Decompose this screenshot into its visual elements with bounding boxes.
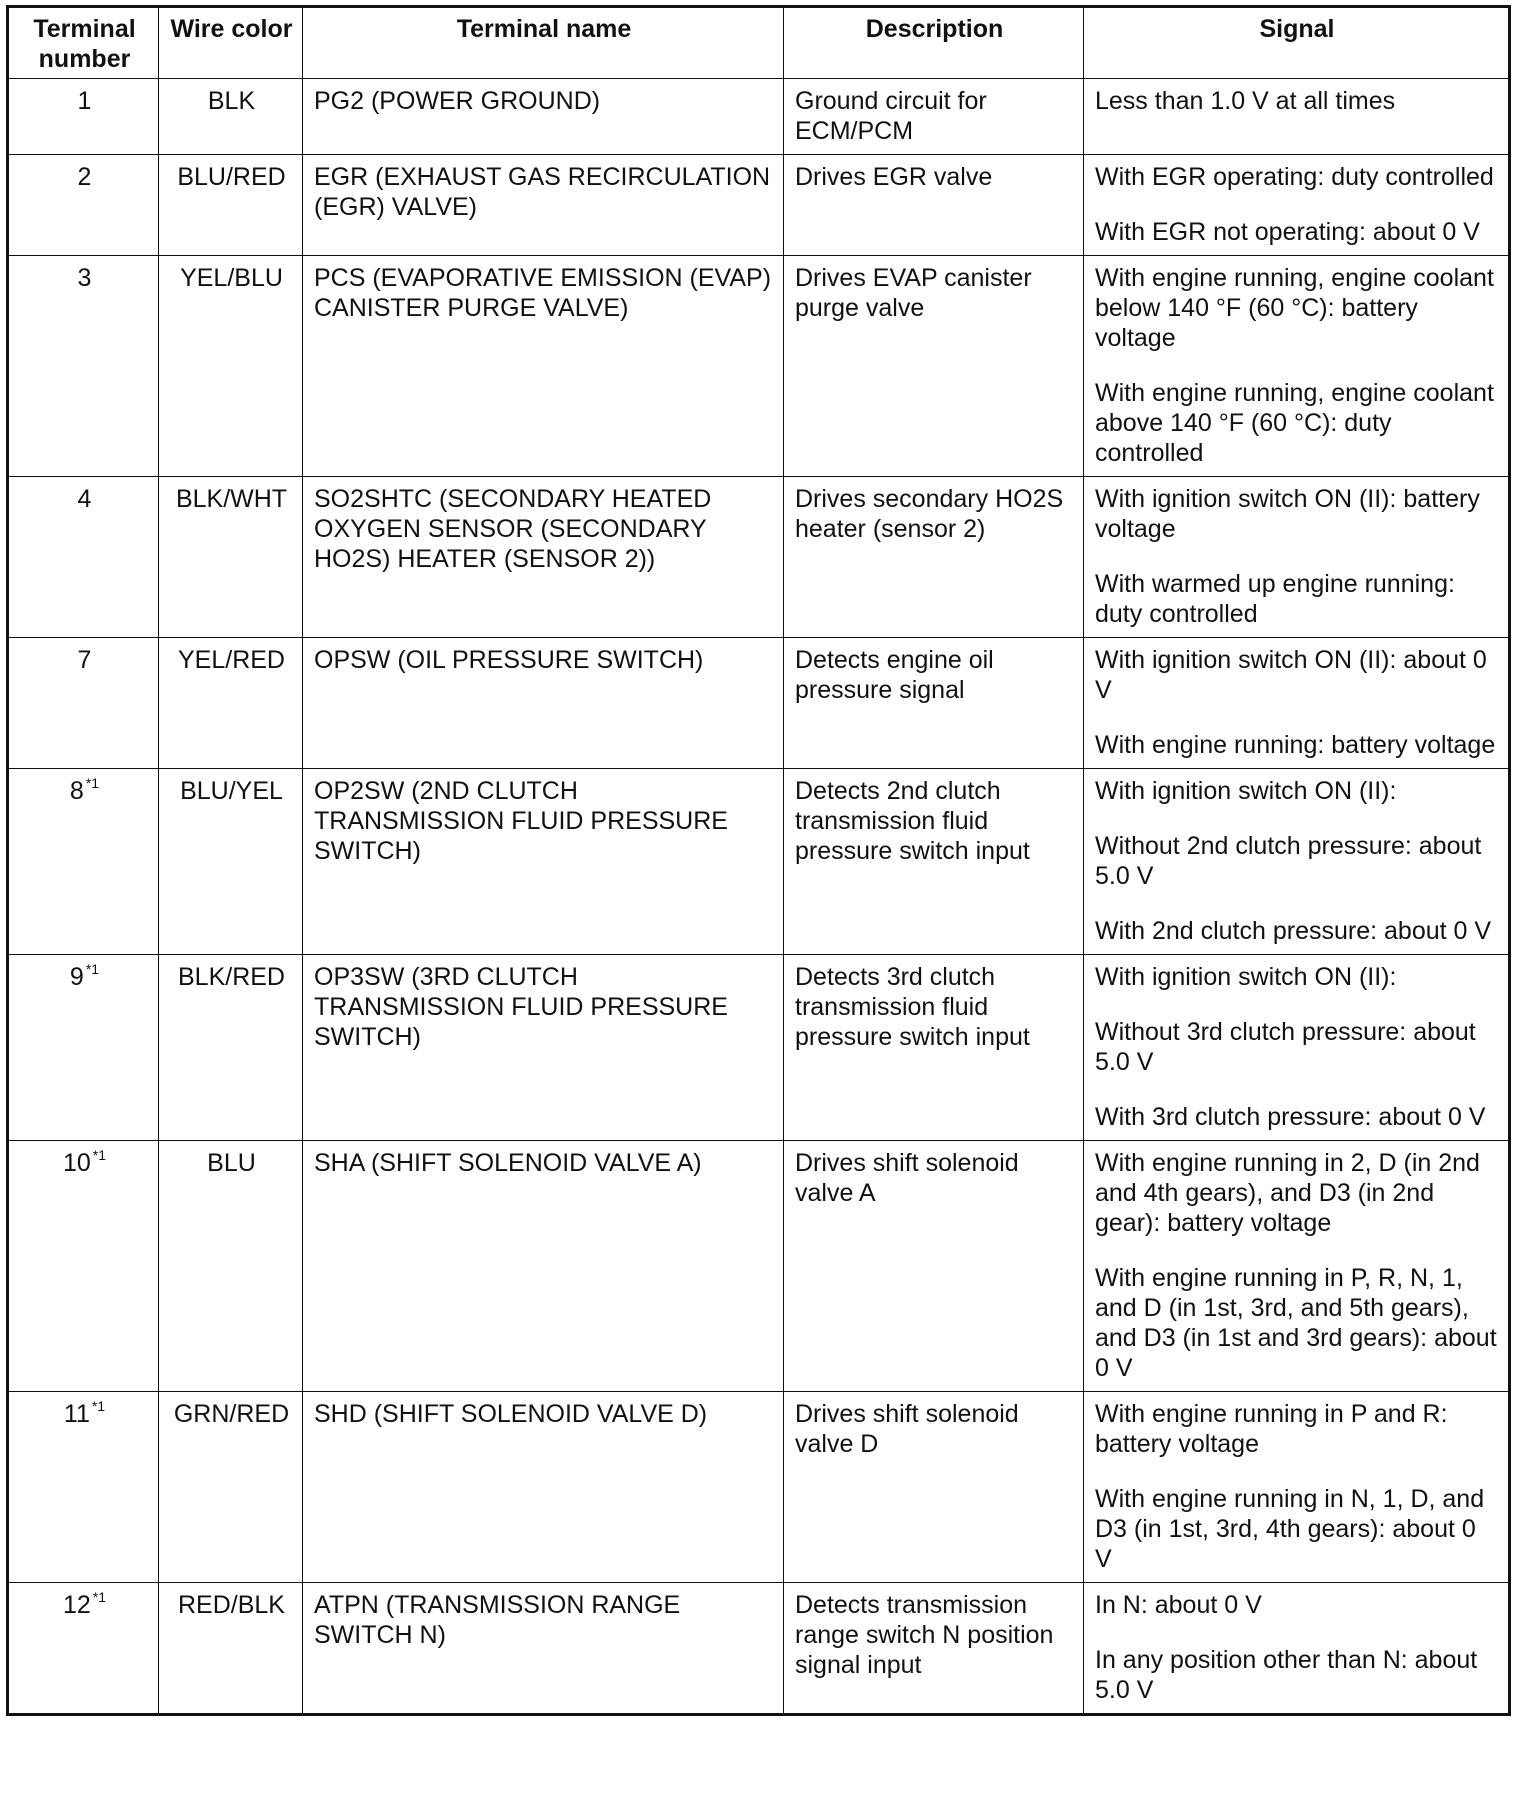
terminal-description: Ground circuit for ECM/PCM [784, 79, 1084, 155]
footnote-marker: *1 [85, 775, 100, 791]
table-row [8, 155, 1510, 256]
table-row [8, 1583, 1510, 1715]
wire-color: GRN/RED [159, 1392, 303, 1583]
table-row [8, 79, 1510, 155]
table-row [8, 638, 1510, 769]
signal-text: Without 3rd clutch pressure: about 5.0 V [1095, 1018, 1476, 1076]
terminal-name: SO2SHTC (SECONDARY HEATED OXYGEN SENSOR (SECONDARY HO2S) HEATER (SENSOR 2)) [303, 477, 784, 638]
signal-text: With ignition switch ON (II): [1095, 777, 1397, 805]
terminal-number: 2 [77, 163, 92, 191]
signal-cell [1084, 638, 1510, 769]
table-row [8, 256, 1510, 477]
header-signal: Signal [1084, 7, 1510, 79]
terminal-name: ATPN (TRANSMISSION RANGE SWITCH N) [303, 1583, 784, 1715]
signal-text: With EGR operating: duty controlled [1095, 163, 1494, 191]
signal-text: Without 2nd clutch pressure: about 5.0 V [1095, 832, 1482, 890]
table-row [8, 955, 1510, 1141]
terminal-description: Drives EVAP canister purge valve [784, 256, 1084, 477]
signal-text: With ignition switch ON (II): battery voltage [1095, 485, 1480, 543]
terminal-number-cell [8, 1392, 159, 1583]
terminal-number: 3 [77, 264, 92, 292]
terminal-number-cell [8, 155, 159, 256]
signal-text: With engine running in P, R, N, 1, and D (in 1st, 3rd, and 5th gears), and D3 (in 1st and 3rd gears): about 0 V [1095, 1264, 1497, 1382]
signal-text: With engine running in N, 1, D, and D3 (in 1st, 3rd, 4th gears): about 0 V [1095, 1485, 1485, 1573]
terminal-name: SHD (SHIFT SOLENOID VALVE D) [303, 1392, 784, 1583]
terminal-description: Detects transmission range switch N position signal input [784, 1583, 1084, 1715]
footnote-marker: *1 [91, 1398, 106, 1414]
terminal-number-cell [8, 1583, 159, 1715]
signal-cell [1084, 79, 1510, 155]
signal-cell [1084, 1583, 1510, 1715]
signal-text: With 3rd clutch pressure: about 0 V [1095, 1103, 1486, 1131]
signal-text: In N: about 0 V [1095, 1591, 1262, 1619]
terminal-number: 1 [77, 87, 92, 115]
table-row [8, 769, 1510, 955]
terminal-name: PG2 (POWER GROUND) [303, 79, 784, 155]
table-row [8, 477, 1510, 638]
terminal-number-cell [8, 1141, 159, 1392]
terminal-name: OPSW (OIL PRESSURE SWITCH) [303, 638, 784, 769]
header-wire-color: Wire color [159, 7, 303, 79]
terminal-name: EGR (EXHAUST GAS RECIRCULATION (EGR) VALVE) [303, 155, 784, 256]
signal-cell [1084, 1141, 1510, 1392]
table-header-row [8, 7, 1510, 79]
signal-text: In any position other than N: about 5.0 V [1095, 1646, 1478, 1704]
signal-cell [1084, 477, 1510, 638]
terminal-description: Detects 3rd clutch transmission fluid pressure switch input [784, 955, 1084, 1141]
signal-cell [1084, 955, 1510, 1141]
terminal-number: 12 [62, 1591, 91, 1619]
terminal-number: 7 [77, 646, 92, 674]
terminal-name: OP2SW (2ND CLUTCH TRANSMISSION FLUID PRESSURE SWITCH) [303, 769, 784, 955]
terminal-description: Detects engine oil pressure signal [784, 638, 1084, 769]
wire-color: BLU/YEL [159, 769, 303, 955]
table-body [8, 79, 1510, 1715]
table-row [8, 1141, 1510, 1392]
signal-text: With EGR not operating: about 0 V [1095, 218, 1480, 246]
signal-text: With ignition switch ON (II): about 0 V [1095, 646, 1487, 704]
signal-cell [1084, 1392, 1510, 1583]
terminal-name: SHA (SHIFT SOLENOID VALVE A) [303, 1141, 784, 1392]
signal-text: With engine running in 2, D (in 2nd and 4th gears), and D3 (in 2nd gear): battery voltage [1095, 1149, 1480, 1237]
terminal-description: Drives secondary HO2S heater (sensor 2) [784, 477, 1084, 638]
signal-text: With engine running, engine coolant above 140 °F (60 °C): duty controlled [1095, 379, 1494, 467]
terminal-number-cell [8, 477, 159, 638]
terminal-number-cell [8, 769, 159, 955]
footnote-marker: *1 [92, 1589, 107, 1605]
wire-color: BLK/WHT [159, 477, 303, 638]
wire-color: BLK/RED [159, 955, 303, 1141]
signal-text: With engine running, engine coolant below 140 °F (60 °C): battery voltage [1095, 264, 1494, 352]
terminal-number-cell [8, 955, 159, 1141]
signal-text: With ignition switch ON (II): [1095, 963, 1397, 991]
wire-color: YEL/BLU [159, 256, 303, 477]
signal-text: With engine running: battery voltage [1095, 731, 1496, 759]
terminal-description: Detects 2nd clutch transmission fluid pressure switch input [784, 769, 1084, 955]
terminal-table [6, 5, 1511, 1716]
wire-color: BLU [159, 1141, 303, 1392]
footnote-marker: *1 [92, 1147, 107, 1163]
terminal-name: PCS (EVAPORATIVE EMISSION (EVAP) CANISTER PURGE VALVE) [303, 256, 784, 477]
table-row [8, 1392, 1510, 1583]
terminal-number: 9 [69, 963, 84, 991]
terminal-number-cell [8, 256, 159, 477]
wire-color: BLU/RED [159, 155, 303, 256]
terminal-description: Drives shift solenoid valve D [784, 1392, 1084, 1583]
header-terminal-number: Terminal number [8, 7, 159, 79]
terminal-name: OP3SW (3RD CLUTCH TRANSMISSION FLUID PRESSURE SWITCH) [303, 955, 784, 1141]
signal-text: With 2nd clutch pressure: about 0 V [1095, 917, 1492, 945]
terminal-number: 4 [77, 485, 92, 513]
terminal-number-cell [8, 79, 159, 155]
terminal-number-cell [8, 638, 159, 769]
wire-color: YEL/RED [159, 638, 303, 769]
header-description: Description [784, 7, 1084, 79]
footnote-marker: *1 [85, 961, 100, 977]
terminal-description: Drives shift solenoid valve A [784, 1141, 1084, 1392]
signal-text: With warmed up engine running: duty controlled [1095, 570, 1455, 628]
terminal-number: 11 [63, 1400, 90, 1428]
wire-color: RED/BLK [159, 1583, 303, 1715]
terminal-number: 8 [69, 777, 84, 805]
terminal-number: 10 [62, 1149, 91, 1177]
signal-cell [1084, 155, 1510, 256]
signal-text: With engine running in P and R: battery voltage [1095, 1400, 1448, 1458]
signal-text: Less than 1.0 V at all times [1095, 87, 1396, 115]
terminal-description: Drives EGR valve [784, 155, 1084, 256]
signal-cell [1084, 256, 1510, 477]
wire-color: BLK [159, 79, 303, 155]
header-terminal-name: Terminal name [303, 7, 784, 79]
signal-cell [1084, 769, 1510, 955]
